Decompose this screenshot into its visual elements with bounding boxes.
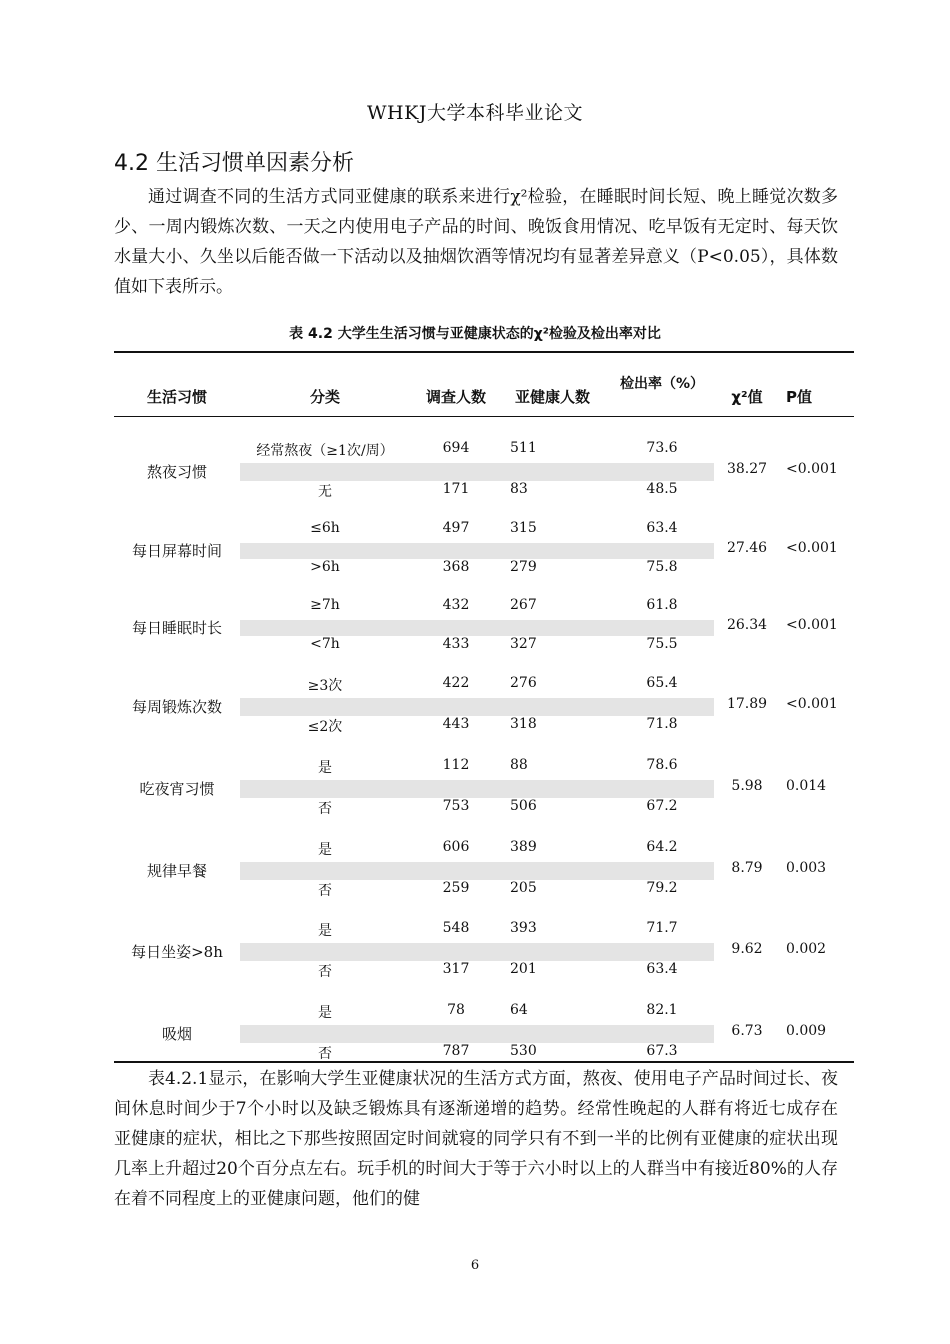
table-top-rule [114, 351, 854, 353]
chi2-value: 9.62 [731, 940, 763, 957]
chi2-value: 38.27 [726, 460, 768, 477]
subhealth-cell: 393 [510, 920, 537, 936]
subhealth-cell: 389 [510, 839, 537, 855]
category-cell: 否 [318, 1046, 332, 1062]
row-separator [240, 1025, 714, 1043]
surveyed-cell: 368 [442, 559, 470, 575]
habit-label: 每周锻炼次数 [131, 697, 222, 716]
header-p: P值 [786, 388, 812, 406]
header-subhealth: 亚健康人数 [514, 388, 590, 406]
category-cell: ≤2次 [307, 719, 343, 735]
header-chi2: χ²值 [731, 388, 763, 406]
habit-label: 熬夜习惯 [146, 462, 207, 481]
rate-cell: 79.2 [646, 880, 678, 896]
subhealth-cell: 279 [510, 559, 537, 575]
row-separator [240, 780, 714, 798]
habit-label: 每日坐姿>8h [131, 942, 223, 961]
surveyed-cell: 787 [442, 1043, 470, 1059]
p-value: <0.001 [786, 695, 838, 712]
chi2-value: 27.46 [726, 539, 768, 556]
rate-cell: 48.5 [646, 481, 678, 497]
analysis-paragraph: 表4.2.1显示，在影响大学生亚健康状况的生活方式方面，熬夜、使用电子产品时间过长、夜间休息时间少于7个小时以及缺乏锻炼具有逐渐递增的趋势。经常性晚起的人群有将近七成存在亚健康的症状，相比之下那些按照固定时间就寝的同学只有不到一半的比例有亚健康的症状出现几率上升超过20个百分点左右。玩手机的时间大于等于六小时以上的人群当中有接近80%的人存在着不同程度上的亚健康问题，他们的健 [114, 1069, 838, 1209]
chi2-value: 8.79 [731, 859, 763, 876]
header-surveyed: 调查人数 [425, 388, 486, 406]
rate-cell: 73.6 [646, 440, 678, 456]
rate-cell: 64.2 [646, 839, 678, 855]
subhealth-cell: 205 [510, 880, 537, 896]
category-cell: 经常熬夜（≥1次/周） [256, 443, 394, 459]
section-title: 4.2 生活习惯单因素分析 [114, 151, 354, 176]
surveyed-cell: 422 [442, 675, 470, 691]
row-separator [240, 620, 714, 636]
surveyed-cell: 78 [447, 1002, 465, 1018]
surveyed-cell: 171 [442, 481, 470, 497]
rate-cell: 78.6 [646, 757, 678, 773]
category-cell: 否 [318, 883, 332, 899]
subhealth-cell: 506 [510, 798, 537, 814]
row-separator [240, 943, 714, 961]
category-cell: 是 [318, 1005, 332, 1021]
p-value: 0.003 [786, 859, 827, 876]
chi2-value: 26.34 [726, 616, 768, 633]
subhealth-cell: 511 [510, 440, 537, 456]
p-value: <0.001 [786, 539, 838, 556]
subhealth-cell: 276 [510, 675, 537, 691]
p-value: 0.009 [786, 1022, 827, 1039]
row-separator [240, 698, 714, 716]
surveyed-cell: 433 [442, 636, 470, 652]
category-cell: ≤6h [310, 520, 340, 536]
subhealth-cell: 315 [510, 520, 537, 536]
row-separator [240, 463, 714, 481]
category-cell: 否 [318, 964, 332, 980]
chi2-value: 5.98 [731, 777, 763, 794]
surveyed-cell: 548 [442, 920, 470, 936]
category-cell: 否 [318, 801, 332, 817]
surveyed-cell: 694 [442, 440, 470, 456]
surveyed-cell: 259 [442, 880, 470, 896]
surveyed-cell: 317 [442, 961, 470, 977]
rate-cell: 67.2 [646, 798, 678, 814]
surveyed-cell: 432 [442, 597, 470, 613]
chi2-value: 17.89 [726, 695, 768, 712]
table-header-rule [114, 416, 854, 417]
header-habit: 生活习惯 [146, 388, 207, 406]
intro-paragraph: 通过调查不同的生活方式同亚健康的联系来进行χ²检验，在睡眠时间长短、晚上睡觉次数多少、一周内锻炼次数、一天之内使用电子产品的时间、晚饭食用情况、吃早饭有无定时、每天饮水量大小、久坐以后能否做一下活动以及抽烟饮酒等情况均有显著差异意义（P<0.05），具体数值如下表所示。 [114, 187, 838, 297]
surveyed-cell: 112 [442, 757, 470, 773]
row-separator [240, 862, 714, 880]
table-bottom-rule [114, 1061, 854, 1063]
rate-cell: 71.7 [646, 920, 678, 936]
rate-cell: 82.1 [646, 1002, 678, 1018]
rate-cell: 71.8 [646, 716, 678, 732]
rate-cell: 75.5 [646, 636, 678, 652]
subhealth-cell: 318 [510, 716, 537, 732]
category-cell: 是 [318, 842, 332, 858]
category-cell: >6h [310, 559, 340, 575]
rate-cell: 63.4 [646, 520, 678, 536]
page-number: 6 [470, 1258, 480, 1273]
subhealth-cell: 327 [510, 636, 537, 652]
subhealth-cell: 201 [510, 961, 537, 977]
category-cell: <7h [310, 636, 340, 652]
category-cell: ≥3次 [307, 678, 343, 694]
rate-cell: 75.8 [646, 559, 678, 575]
surveyed-cell: 497 [442, 520, 470, 536]
category-cell: 无 [318, 484, 332, 500]
category-cell: 是 [318, 923, 332, 939]
subhealth-cell: 83 [510, 481, 528, 497]
surveyed-cell: 443 [442, 716, 470, 732]
subhealth-cell: 88 [510, 757, 528, 773]
habit-label: 吸烟 [161, 1024, 192, 1043]
row-separator [240, 543, 714, 559]
header-rate: 检出率（%） [619, 376, 705, 392]
rate-cell: 67.3 [646, 1043, 678, 1059]
surveyed-cell: 606 [442, 839, 470, 855]
surveyed-cell: 753 [442, 798, 470, 814]
category-cell: 是 [318, 760, 332, 776]
header-category: 分类 [309, 388, 340, 406]
chi2-value: 6.73 [731, 1022, 763, 1039]
habit-label: 每日屏幕时间 [131, 541, 222, 560]
subhealth-cell: 267 [510, 597, 537, 613]
category-cell: ≥7h [310, 597, 340, 613]
p-value: <0.001 [786, 460, 838, 477]
p-value: 0.002 [786, 940, 827, 957]
p-value: 0.014 [786, 777, 827, 794]
habit-label: 每日睡眠时长 [131, 618, 222, 637]
rate-cell: 61.8 [646, 597, 678, 613]
rate-cell: 63.4 [646, 961, 678, 977]
habit-label: 吃夜宵习惯 [139, 779, 215, 798]
table-caption: 表 4.2 大学生生活习惯与亚健康状态的χ²检验及检出率对比 [289, 326, 661, 342]
habit-label: 规律早餐 [146, 861, 207, 880]
rate-cell: 65.4 [646, 675, 678, 691]
subhealth-cell: 64 [510, 1002, 528, 1018]
p-value: <0.001 [786, 616, 838, 633]
subhealth-cell: 530 [510, 1043, 537, 1059]
page-header: WHKJ大学本科毕业论文 [367, 102, 583, 124]
